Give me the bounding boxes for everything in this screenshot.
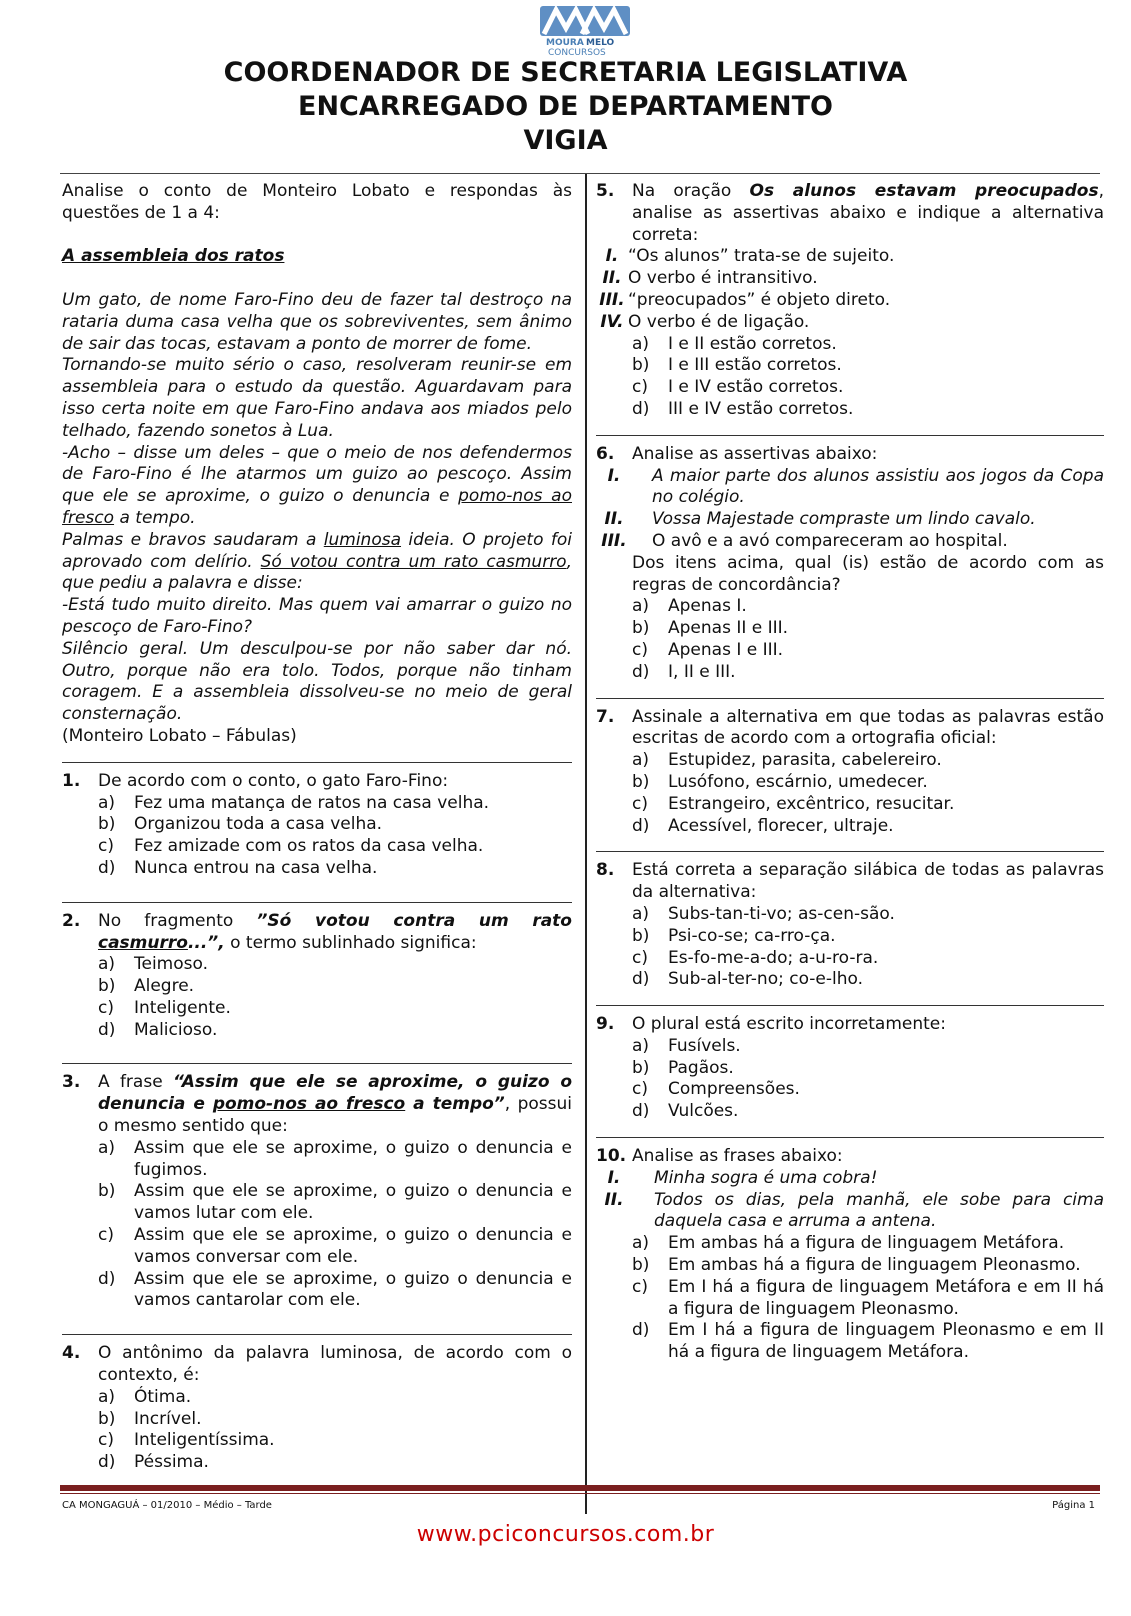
option[interactable]: b) Lusófono, escárnio, umedecer. [632,771,928,792]
story-p3-underlined: pomo-nos ao fresco [62,486,572,528]
story-source: (Monteiro Lobato – Fábulas) [62,725,297,746]
option[interactable]: d) Malicioso. [98,1019,218,1040]
option[interactable]: d) Vulcões. [632,1101,739,1122]
option[interactable]: c) Apenas I e III. [632,639,784,660]
intro-text: Analise o conto de Monteiro Lobato e respondas às questões de 1 a 4: [62,181,572,223]
option[interactable]: a) Estupidez, parasita, cabelereiro. [632,750,942,771]
option[interactable]: d) III e IV estão corretos. [632,398,854,419]
logo-text-concursos: CONCURSOS [548,48,606,56]
option[interactable]: a) Assim que ele se aproxime, o guizo o denuncia e fugimos. [98,1137,572,1180]
story-p3-a: -Acho – disse um deles – que o meio de nos defendermos de Faro-Fino é lhe atarmos um guizo ao pescoço. Assim que ele se aproxime, o guizo o denuncia e [62,442,572,507]
question-number: 9. [596,1014,615,1035]
question-text: Assinale a alternativa em que todas as palavras estão escritas de acordo com a ortografia oficial: [632,706,1104,749]
option[interactable]: b) Alegre. [98,976,195,997]
option[interactable]: c) Compreensões. [632,1079,800,1100]
option[interactable]: b) Pagãos. [632,1057,734,1078]
option[interactable]: a) I e II estão corretos. [632,333,837,354]
story-p4-c: , que pediu a palavra e disse: [62,551,572,594]
column-divider [585,174,587,1514]
option[interactable]: d) Em I há a figura de linguagem Pleonasmo e em II há a figura de linguagem Metáfora. [632,1320,1104,1363]
option[interactable]: d) Nunca entrou na casa velha. [98,857,378,878]
story-p4-underlined-2: Só votou contra um rato casmurro [260,551,567,572]
option[interactable]: d) Acessível, florecer, ultraje. [632,815,894,836]
option[interactable]: b) Em ambas há a figura de linguagem Pleonasmo. [632,1255,1081,1276]
option[interactable]: b) Apenas II e III. [632,618,789,639]
question-number: 4. [62,1343,81,1364]
story-p4-underlined-1: luminosa [323,529,402,550]
story-paragraph-3 [62,443,572,530]
logo-text-moura: MOURA [546,38,584,48]
question-10: 10. Analise as frases abaixo: I. Minha sogra é uma cobra! II. Todos os dias, pela manhã, ele sobe para cima daquela casa e arruma a antena. a) Em ambas há a figura de linguagem Metáfora. b) Em ambas há a figura de linguagem Pleonasmo. c) Em I há a figura de linguagem Metáfora e em II há a figura de linguagem Pleonasmo. d) Em I há a figura de linguagem Pleonasmo e em II há a figura de linguagem Metáfora. [596,1137,1104,1364]
story-title: A assembleia dos ratos [62,246,285,267]
option[interactable]: d) Assim que ele se aproxime, o guizo o denuncia e vamos cantarolar com ele. [98,1268,572,1311]
option[interactable]: a) Em ambas há a figura de linguagem Metáfora. [632,1233,1065,1254]
option[interactable]: a) Fez uma matança de ratos na casa velha. [98,792,490,813]
story-paragraph-6: Silêncio geral. Um desculpou-se por não saber dar nó. Outro, porque não era tolo. Todos, porque não tinham coragem. E a assembleia dissolveu-se no meio de geral consternação. [62,638,572,725]
option[interactable]: b) Assim que ele se aproxime, o guizo o denuncia e vamos lutar com ele. [98,1181,572,1224]
top-divider [60,173,1100,174]
question-text: No fragmento ”Só votou contra um rato casmurro...”, o termo sublinhado significa: [98,910,572,953]
question-text: Está correta a separação silábica de todas as palavras da alternativa: [632,860,1104,903]
story-p4-a: Palmas e bravos saudaram a [62,529,324,550]
question-number: 1. [62,770,81,791]
question-number: 3. [62,1072,81,1093]
option[interactable]: a) Teimoso. [98,954,209,975]
option[interactable]: a) Fusívels. [632,1035,741,1056]
option[interactable]: c) Es-fo-me-a-do; a-u-ro-ra. [632,947,879,968]
option[interactable]: d) Péssima. [98,1452,209,1473]
website-link[interactable]: www.pciconcursos.com.br [416,1522,715,1547]
option[interactable]: c) Fez amizade com os ratos da casa velha. [98,836,484,857]
footer-page-number: Página 1 [1052,1500,1095,1511]
option[interactable]: b) Psi-co-se; ca-rro-ça. [632,925,836,946]
logo-text-melo: MELO [586,38,615,48]
footer-bar [60,1485,1100,1491]
story-p4-b: ideia. O projeto foi aprovado com delírio. [62,529,572,572]
question-number: 8. [596,860,615,881]
question-9 [596,1005,1104,1123]
story-paragraph-2: Tornando-se muito sério o caso, resolveram reunir-se em assembleia para o estudo da questão. Aguardavam para isso certa noite em que Faro-Fino andava aos miados pelo telhado, fazendo sonetos à Lua. [62,355,572,441]
story-paragraph-4 [62,530,572,595]
right-column [596,181,1104,1364]
question-number: 6. [596,443,615,464]
question-4 [62,1334,572,1474]
question-6: 6. Analise as assertivas abaixo: I. A maior parte dos alunos assistiu aos jogos da Copa no colégio. II. Vossa Majestade compraste um lindo cavalo. III. O avô e a avó compareceram ao hospital. Dos itens acima, qual (is) estão de acordo com as regras de concordância? a) Apenas I. b) Apenas II e III. c) Apenas I e III. d) I, II e III. [596,435,1104,684]
question-text: De acordo com o conto, o gato Faro-Fino: [98,770,449,791]
question-subtext: Dos itens acima, qual (is) estão de acordo com as regras de concordância? [632,552,1104,595]
option[interactable]: a) Subs-tan-ti-vo; as-cen-são. [632,903,895,924]
question-text: Analise as frases abaixo: [632,1146,843,1167]
question-number: 7. [596,706,615,727]
footer-exam-info: CA MONGAGUÁ – 01/2010 – Médio – Tarde [62,1500,272,1511]
option[interactable]: a) Apenas I. [632,596,747,617]
option[interactable]: d) I, II e III. [632,661,736,682]
question-3 [62,1063,572,1312]
story-p3-b: a tempo. [114,507,196,528]
moura-melo-logo [536,4,634,56]
page-title-3: VIGIA [523,125,608,156]
option[interactable]: c) Inteligentíssima. [98,1430,275,1451]
question-number: 2. [62,910,81,931]
option[interactable]: c) Assim que ele se aproxime, o guizo o denuncia e vamos conversar com ele. [98,1225,572,1267]
question-5: 5. Na oração Os alunos estavam preocupados, analise as assertivas abaixo e indique a alternativa correta: I. “Os alunos” trata-se de sujeito. II. O verbo é intransitivo. III. “preocupados” é objeto direto. IV. O verbo é de ligação. a) I e II estão corretos. b) I e III estão corretos. c) I e IV estão corretos. d) III e IV estão corretos. [596,181,1104,419]
option[interactable]: a) Ótima. [98,1386,192,1407]
question-7 [596,698,1104,838]
question-number: 5. [596,181,615,201]
page-titles [0,56,1131,158]
story-paragraph-1: Um gato, de nome Faro-Fino deu de fazer tal destroço na rataria duma casa velha que os sobreviventes, sem ânimo de sair das tocas, estavam a ponto de morrer de fome. [62,289,572,354]
story-paragraph-5: -Está tudo muito direito. Mas quem vai amarrar o guizo no pescoço de Faro-Fino? [62,595,572,637]
option[interactable]: c) Inteligente. [98,997,231,1018]
option[interactable]: c) Estrangeiro, excêntrico, resucitar. [632,793,955,814]
question-number: 10. [596,1146,627,1167]
question-text: A frase “Assim que ele se aproxime, o guizo o denuncia e pomo-nos ao fresco a tempo”, possui o mesmo sentido que: [98,1072,573,1137]
option[interactable]: b) Incrível. [98,1408,202,1429]
option[interactable]: d) Sub-al-ter-no; co-e-lho. [632,969,864,990]
question-text: Na oração Os alunos estavam preocupados, analise as assertivas abaixo e indique a alternativa correta: [632,181,1104,245]
question-1 [62,762,572,880]
left-column [62,181,572,1474]
question-text: O antônimo da palavra luminosa, de acordo com o contexto, é: [98,1343,572,1386]
question-8 [596,851,1104,991]
option[interactable]: c) I e IV estão corretos. [632,377,844,398]
option[interactable]: b) I e III estão corretos. [632,355,842,376]
footer-line [60,1493,1100,1494]
question-2 [62,902,572,1042]
question-text: Analise as assertivas abaixo: [632,443,878,464]
option[interactable]: b) Organizou toda a casa velha. [98,814,383,835]
page-title-1: COORDENADOR DE SECRETARIA LEGISLATIVA [223,57,908,88]
option[interactable]: c) Em I há a figura de linguagem Metáfora e em II há a figura de linguagem Pleonasmo. [632,1276,1104,1319]
question-text: O plural está escrito incorretamente: [632,1014,946,1035]
page-title-2: ENCARREGADO DE DEPARTAMENTO [298,91,833,122]
